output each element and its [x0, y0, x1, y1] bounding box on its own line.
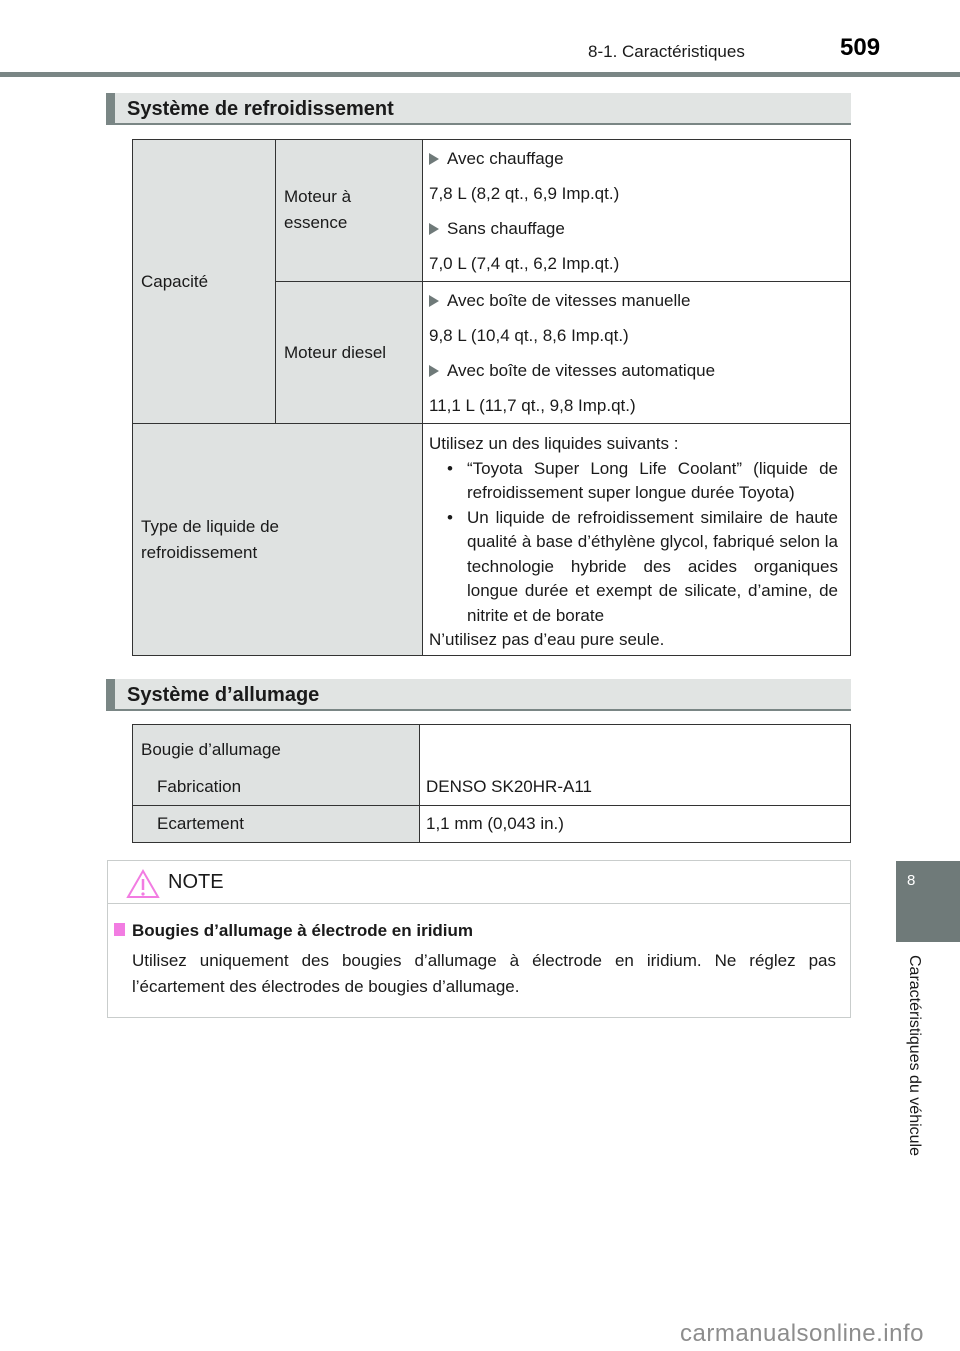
- triangle-bullet-icon: [429, 223, 439, 235]
- petrol-value-2: 7,0 L (7,4 qt., 6,2 Imp.qt.): [429, 254, 620, 273]
- coolant-footer: N’utilisez pas d’eau pure seule.: [429, 630, 665, 649]
- page-number: 509: [840, 34, 881, 61]
- section-title: 8-1. Caractéristiques: [588, 42, 745, 61]
- petrol-condition-2: Sans chauffage: [429, 211, 850, 246]
- manufacturer-value: DENSO SK20HR-A11: [426, 777, 592, 796]
- triangle-bullet-icon: [429, 295, 439, 307]
- cooling-section-title: Système de refroidissement: [127, 98, 394, 120]
- coolant-type-value-cell: [423, 424, 851, 656]
- diesel-values-cell: [423, 282, 851, 424]
- bullet-dot-icon: •: [447, 458, 453, 478]
- coolant-bullet-1: • “Toyota Super Long Life Coolant” (liquide de refroidissement super longue durée Toyota): [447, 458, 838, 502]
- petrol-values-cell: [423, 140, 851, 282]
- capacity-label-cell: [133, 140, 276, 424]
- diesel-engine-cell: [276, 282, 423, 424]
- petrol-value-1: 7,8 L (8,2 qt., 6,9 Imp.qt.): [429, 184, 620, 203]
- spark-plug-label: Bougie d’allumage: [141, 740, 281, 759]
- gap-label-cell: [133, 806, 420, 843]
- diesel-value-2: 11,1 L (11,7 qt., 9,8 Imp.qt.): [429, 396, 636, 415]
- note-title: NOTE: [168, 871, 224, 893]
- diesel-condition-1: Avec boîte de vitesses manuelle: [429, 283, 850, 318]
- watermark: carmanualsonline.info: [680, 1320, 924, 1347]
- capacity-label: Capacité: [141, 271, 209, 291]
- triangle-bullet-icon: [429, 365, 439, 377]
- petrol-engine-cell: [276, 140, 423, 282]
- spark-plug-label-cell: [133, 725, 420, 806]
- ignition-table: [132, 724, 851, 843]
- chapter-tab: [896, 861, 960, 942]
- pink-square-icon: [114, 923, 125, 936]
- note-body: Utilisez uniquement des bougies d’allumage à électrode en iridium. Ne réglez pas l’écartement des électrodes de bougies d’allumage.: [132, 951, 836, 996]
- bullet-dot-icon: •: [447, 507, 453, 527]
- triangle-bullet-icon: [429, 153, 439, 165]
- coolant-type-label-cell: [133, 424, 423, 656]
- coolant-type-label-line2: refroidissement: [141, 542, 258, 562]
- ignition-section-title: Système d’allumage: [127, 684, 320, 706]
- ignition-section-heading: [106, 679, 851, 711]
- note-subtitle: Bougies d’allumage à électrode en iridium: [132, 921, 474, 940]
- gap-label: Ecartement: [157, 814, 244, 833]
- diesel-condition-2: Avec boîte de vitesses automatique: [429, 353, 850, 388]
- gap-value: 1,1 mm (0,043 in.): [426, 814, 564, 833]
- manufacturer-value-cell: [420, 725, 851, 806]
- coolant-bullet-2: • Un liquide de refroidissement similaire de haute qualité à base d’éthylène glycol, fabriqué selon la technologie hybride des acides organiques longue durée et exempt de silicate, d’amine, de nitrite et de borate: [447, 507, 838, 625]
- coolant-type-label-line1: Type de liquide de: [141, 516, 279, 536]
- cooling-section-heading: [106, 93, 851, 125]
- petrol-condition-1: Avec chauffage: [429, 141, 850, 176]
- petrol-label-line2: essence: [284, 213, 348, 232]
- warning-triangle-icon: [126, 869, 160, 899]
- chapter-label: Caractéristiques du véhicule: [906, 955, 923, 1156]
- diesel-label: Moteur diesel: [284, 342, 387, 362]
- chapter-number: 8: [907, 872, 916, 889]
- cooling-table: [132, 139, 851, 656]
- note-box: [107, 860, 851, 1018]
- gap-value-cell: [420, 806, 851, 843]
- diesel-value-1: 9,8 L (10,4 qt., 8,6 Imp.qt.): [429, 326, 629, 345]
- header-divider: [0, 72, 960, 77]
- note-header: [108, 861, 850, 904]
- petrol-label-line1: Moteur à: [284, 187, 352, 206]
- coolant-intro: Utilisez un des liquides suivants :: [429, 434, 679, 453]
- manufacturer-label: Fabrication: [157, 777, 242, 796]
